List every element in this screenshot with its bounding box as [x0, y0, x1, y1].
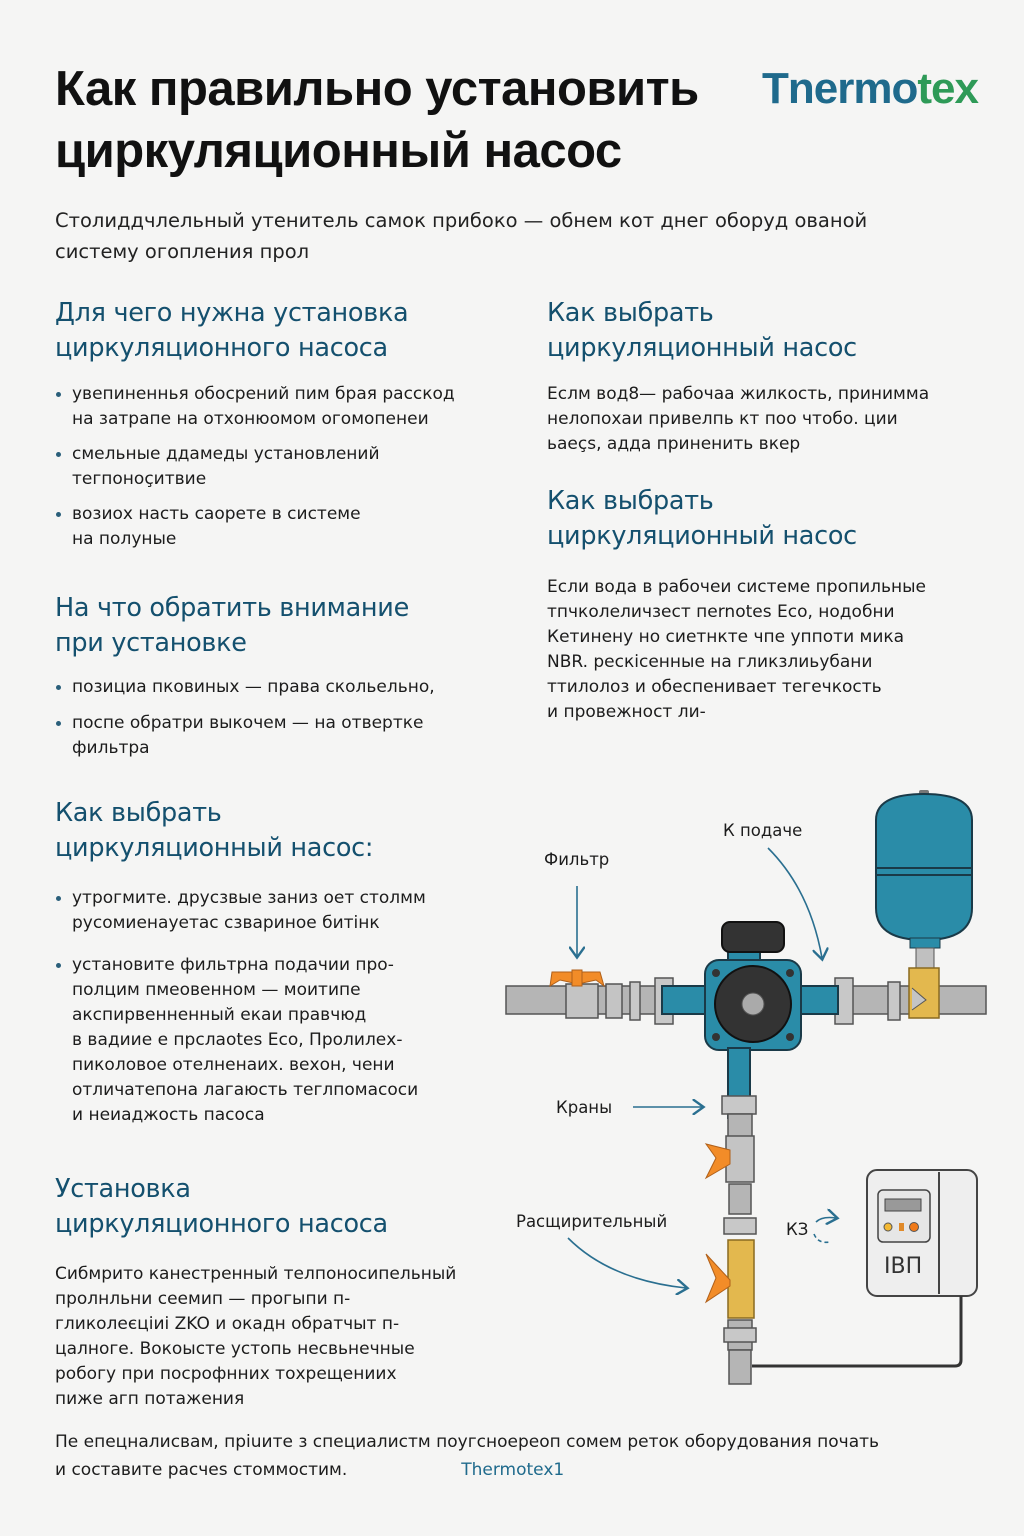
bullet-list: [55, 382, 505, 552]
section-heading: [547, 296, 987, 366]
body-line: ттилолоз и обеспенивает тегечкость: [547, 677, 882, 697]
intro-line-1: Столиддчлельный утенитель самок прибоко — обнем кот днег оборуд ованой: [55, 209, 868, 232]
bullet-list: [55, 886, 505, 1128]
section-why: [55, 296, 505, 552]
footer-brand: Thermotex1: [461, 1460, 565, 1480]
heading-line: циркуляционный насос: [547, 333, 857, 363]
body-line: NBR. рескісенные на гликзлиьубани: [547, 652, 873, 672]
item-line: утрогмите. друсзвые заниз оет столмм: [72, 888, 426, 908]
arrow-icon: [814, 1234, 830, 1242]
item-line: в вадиие е прслаotes Eco, Пролилех-: [72, 1030, 403, 1050]
heading-line: Как выбрать: [55, 798, 222, 828]
list-item: [55, 675, 505, 700]
label-ups: ІВП: [884, 1254, 923, 1279]
item-line: поспе обратри выкочем — на отвертке: [72, 713, 424, 733]
heading-line: циркуляционный насос:: [55, 833, 374, 863]
list-item: [55, 886, 505, 936]
item-line: русомиенауетас сзвариное битiнк: [72, 913, 380, 933]
heading-line: На что обратить внимание: [55, 593, 409, 623]
section-heading: [55, 296, 505, 366]
section-install: [55, 1172, 505, 1412]
section-body: [55, 1262, 505, 1412]
list-item: [55, 953, 505, 1128]
arrow-icon: [816, 1218, 836, 1223]
section-choose-left: [55, 796, 505, 1128]
label-supply: К подаче: [723, 821, 803, 840]
section-heading: [55, 591, 505, 661]
body-line: Если вода в рабочеи системе пропильные: [547, 577, 927, 597]
item-line: отличатепона лагаюсть теглпомасоси: [72, 1080, 419, 1100]
list-item: [55, 502, 505, 552]
body-line: Еслм вод8— рабочаа жилкость, принимма: [547, 384, 930, 404]
body-line: и провежност ли-: [547, 702, 706, 722]
logo-part-1: Tnermo: [762, 64, 918, 113]
heading-line: Как выбрать: [547, 486, 714, 516]
body-line: ьаеҫs, адда приненить вкер: [547, 434, 801, 454]
bullet-list: [55, 675, 505, 761]
item-line: смельные ддамеды установлений: [72, 444, 380, 464]
item-line: позициа пковиных — права скольельно,: [72, 677, 435, 697]
label-expansion: Расщирительный: [516, 1212, 668, 1231]
label-filter: Фильтр: [544, 850, 610, 869]
heading-line: Как выбрать: [547, 298, 714, 328]
circulation-pump: [662, 922, 838, 1118]
ups-box: [752, 1170, 977, 1366]
item-line: увепиненнья обосрений пим брая расскод: [72, 384, 455, 404]
pump-installation-diagram: [500, 780, 1000, 1400]
section-heading: [55, 1172, 505, 1242]
vertical-pipe: [722, 1096, 756, 1384]
body-line: Сибмрито канестренный телпоносипельный: [55, 1264, 457, 1284]
body-line: пролнльни сеемип — прогыпи п-: [55, 1289, 351, 1309]
item-line: на затрапе на отхонюомом огомопенеи: [72, 409, 429, 429]
list-item: [55, 711, 505, 761]
item-line: установите фильтрна подачии про-: [72, 955, 394, 975]
footer-line-1: Пе епецналисвам, прiuите з специалистм поугсноереоп сомем реток оборудования почать: [55, 1432, 880, 1452]
title-line-2: циркуляционный насос: [55, 124, 622, 178]
power-cable: [752, 1296, 961, 1366]
section-heading: [547, 484, 987, 554]
valve-handle-icon: [706, 1254, 730, 1302]
logo-part-2: tex: [917, 64, 978, 113]
heading-line: циркуляционного насоса: [55, 333, 388, 363]
list-item: [55, 442, 505, 492]
intro-text: [55, 205, 955, 267]
section-body: [547, 382, 987, 457]
section-choose-right-2: [547, 484, 987, 725]
label-valves: Краны: [556, 1098, 613, 1117]
label-kz: КЗ: [786, 1220, 809, 1239]
item-line: полцим пмеовенном — моитипе: [72, 980, 361, 1000]
item-line: возиох насть саорете в системе: [72, 504, 361, 524]
footer-line-2: и составите расчеs стоммостим.: [55, 1460, 348, 1480]
title-line-1: Как правильно установить: [55, 62, 699, 116]
body-line: Кетинену но сиетнкте чпе уппоти мика: [547, 627, 905, 647]
body-line: тпчколеличзест пеrnotes Eco, нодобни: [547, 602, 895, 622]
footer-text: [55, 1428, 975, 1484]
item-line: пиколовое отелненаих. вехон, чени: [72, 1055, 395, 1075]
body-line: робогу при посрофнних тохрещениих: [55, 1364, 397, 1384]
heading-line: Установка: [55, 1174, 191, 1204]
page-title: [55, 58, 745, 182]
list-item: [55, 382, 505, 432]
intro-line-2: систему огопления прол: [55, 240, 310, 263]
item-line: тегпоноçитвие: [72, 469, 207, 489]
section-choose-right-1: [547, 296, 987, 457]
heading-line: Для чего нужна установка: [55, 298, 409, 328]
body-line: цалноге. Вокоысте устопь несвьнечные: [55, 1339, 415, 1359]
brass-valve-body: [728, 1240, 754, 1318]
body-line: гликолеєціиі ZKO и окадн обратчыт п-: [55, 1314, 400, 1334]
item-line: фильтра: [72, 738, 150, 758]
brand-logo: [762, 64, 978, 114]
item-line: акспирвенненный екаи правчюд: [72, 1005, 367, 1025]
item-line: на полуные: [72, 529, 177, 549]
arrow-icon: [568, 1238, 686, 1288]
heading-line: циркуляционного насоса: [55, 1209, 388, 1239]
item-line: и неиаджость пасоса: [72, 1105, 265, 1125]
heading-line: циркуляционный насос: [547, 521, 857, 551]
section-attention: [55, 591, 505, 761]
body-line: нелопохаи привелпь кт поо чтобо. ции: [547, 409, 898, 429]
body-line: пиже агп потажения: [55, 1389, 245, 1409]
section-heading: [55, 796, 505, 866]
heading-line: при установке: [55, 628, 247, 658]
section-body: [547, 575, 987, 725]
